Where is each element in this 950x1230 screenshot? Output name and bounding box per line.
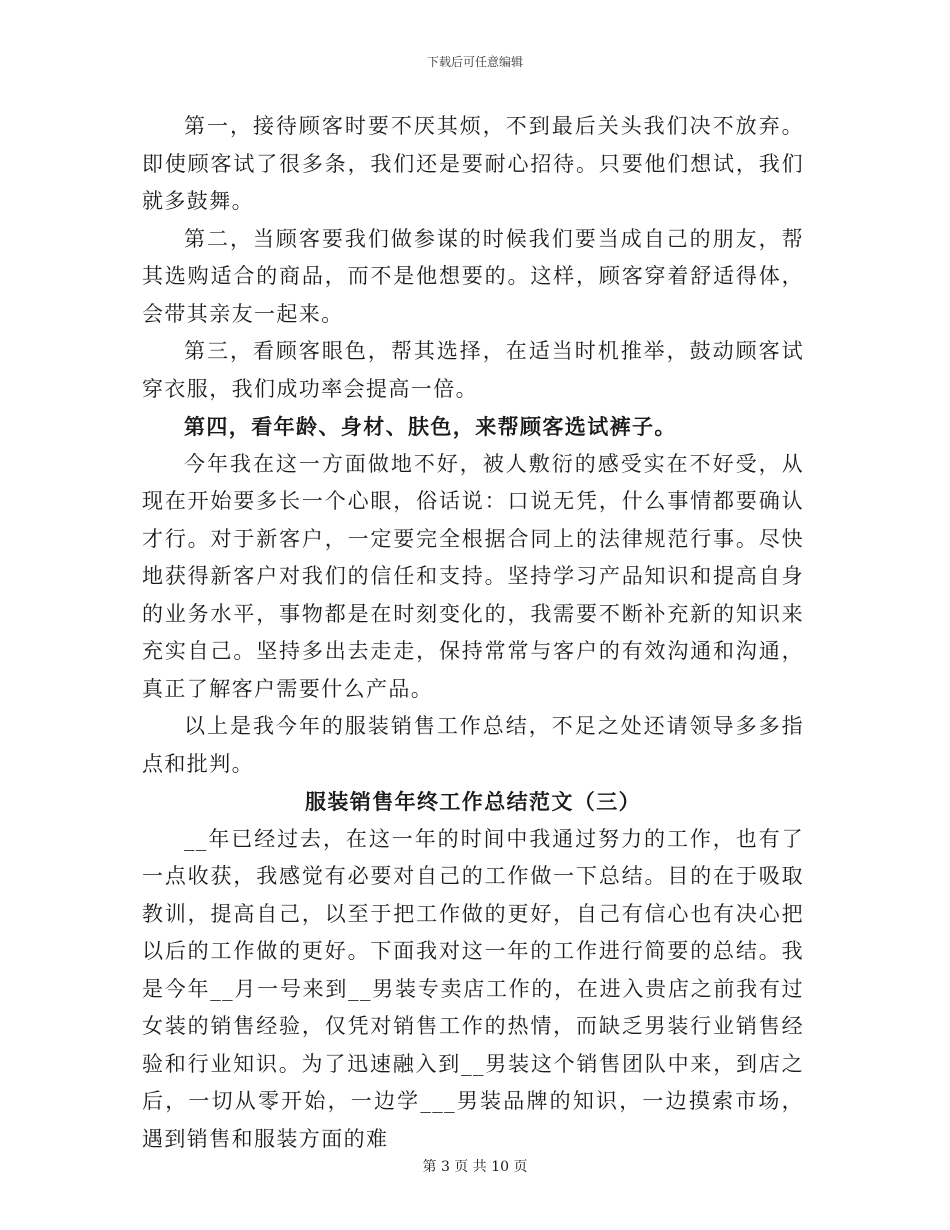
paragraph-reflection: 今年我在这一方面做地不好，被人敷衍的感受实在不好受，从现在开始要多长一个心眼，俗话说：口说无凭，什么事情都要确认才行。对于新客户，一定要完全根据合同上的法律规范行事。尽快地获得新客户对我们的信任和支持。坚持学习产品知识和提高自身的业务水平，事物都是在时刻变化的，我需要不断补充新的知识来充实自己。坚持多出去走走，保持常常与客户的有效沟通和沟通，真正了解客户需要什么产品。 <box>142 451 804 701</box>
document-body <box>142 108 804 1158</box>
paragraph-conclusion: 以上是我今年的服装销售工作总结，不足之处还请领导多多指点和批判。 <box>142 714 804 776</box>
page-number: 第 3 页 共 10 页 <box>422 1159 528 1175</box>
paragraph-third-point: 第三，看顾客眼色，帮其选择，在适当时机推举，鼓动顾客试穿衣服，我们成功率会提高一倍。 <box>142 339 804 401</box>
section-paragraph: __年已经过去，在这一年的时间中我通过努力的工作，也有了一点收获，我感觉有必要对自己的工作做一下总结。目的在于吸取教训，提高自己，以至于把工作做的更好，自己有信心也有决心把以后的工作做的更好。下面我对这一年的工作进行简要的总结。我是今年__月一号来到__男装专卖店工作的，在进入贵店之前我有过女装的销售经验，仅凭对销售工作的热情，而缺乏男装行业销售经验和行业知识。为了迅速融入到__男装这个销售团队中来，到店之后，一切从零开始，一边学___男装品牌的知识，一边摸索市场，遇到销售和服装方面的难 <box>142 826 804 1151</box>
paragraph-second-point: 第二，当顾客要我们做参谋的时候我们要当成自己的朋友，帮其选购适合的商品，而不是他想要的。这样，顾客穿着舒适得体，会带其亲友一起来。 <box>142 226 804 326</box>
paragraph-fourth-point: 第四，看年龄、身材、肤色，来帮顾客选试裤子。 <box>184 414 677 439</box>
paragraph-first-point: 第一，接待顾客时要不厌其烦，不到最后关头我们决不放弃。即使顾客试了很多条，我们还是要耐心招待。只要他们想试，我们就多鼓舞。 <box>142 114 804 213</box>
section-title: 服装销售年终工作总结范文（三） <box>305 789 641 814</box>
page-header-note: 下载后可任意编辑 <box>426 55 523 69</box>
